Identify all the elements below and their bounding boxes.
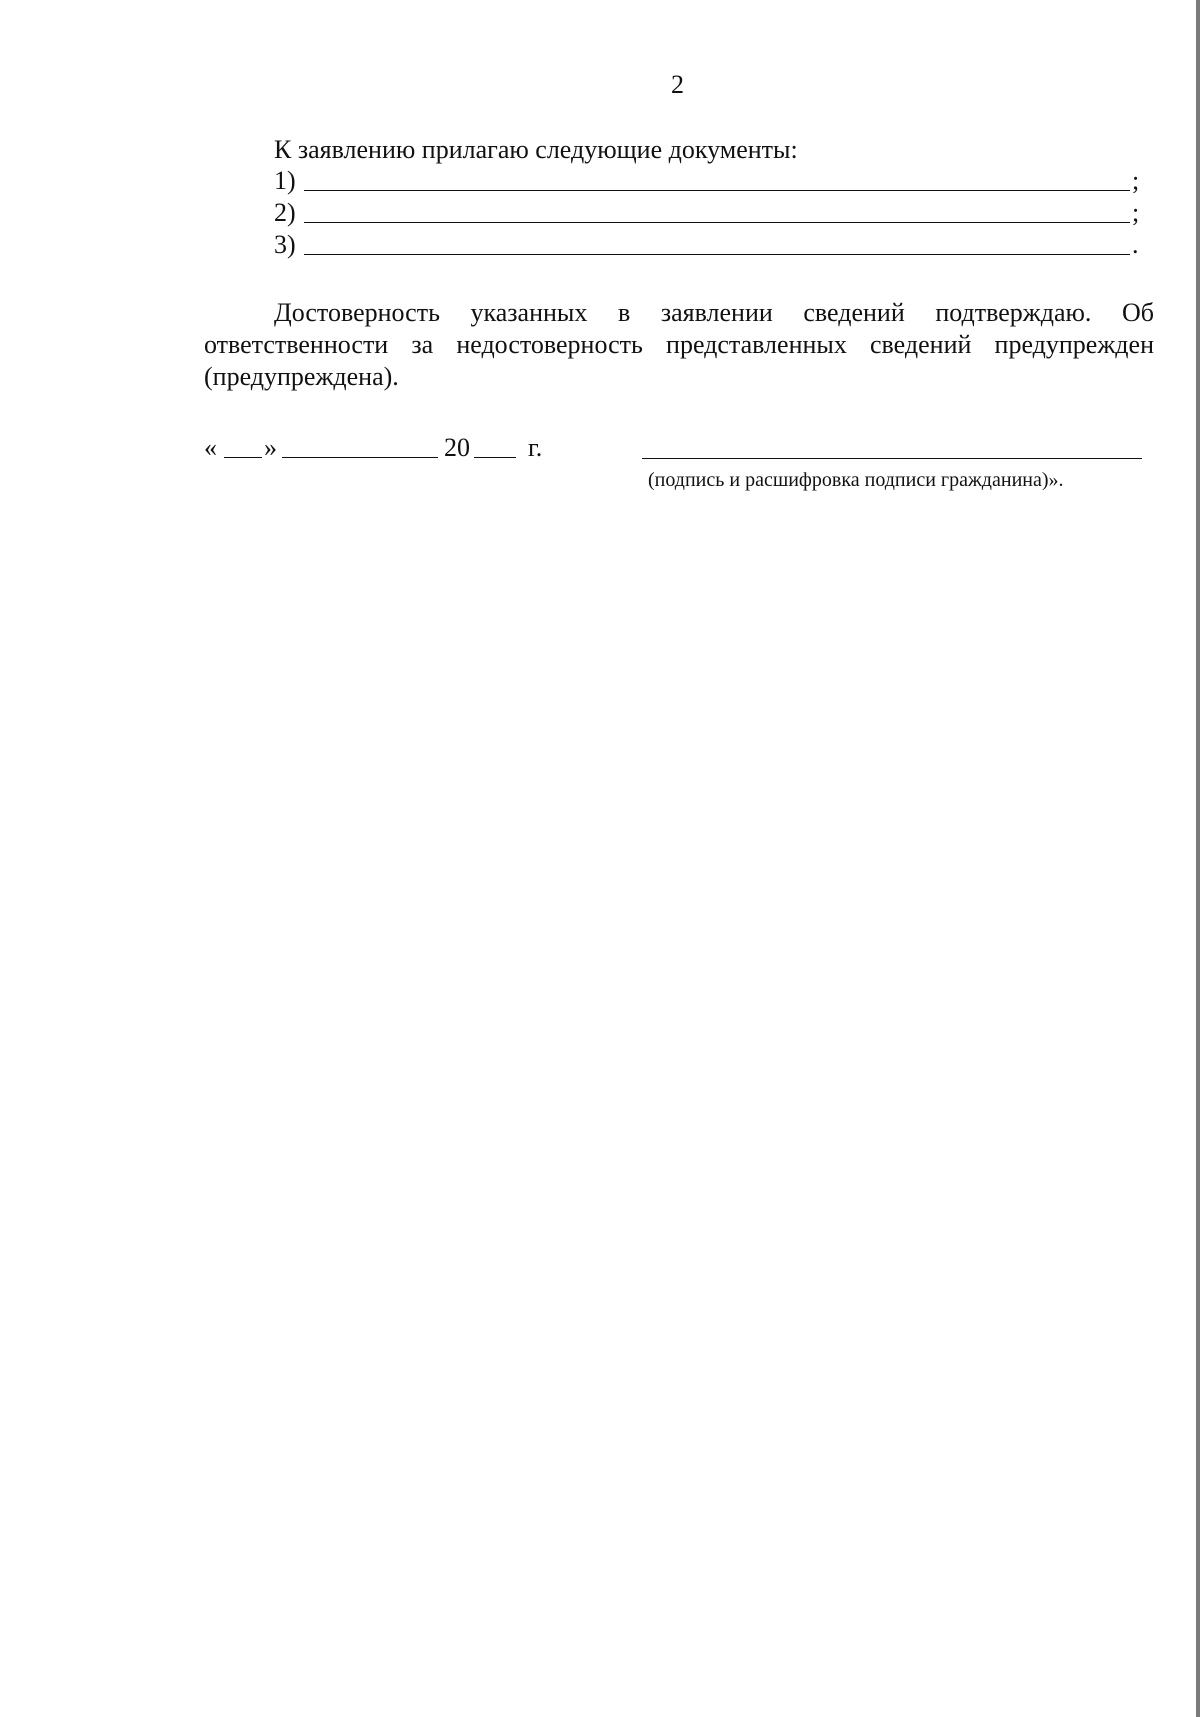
signature-caption: (подпись и расшифровка подписи гражданина)». bbox=[648, 469, 1064, 491]
attachment-punctuation: . bbox=[1132, 230, 1139, 259]
attachment-blank-line bbox=[304, 222, 1130, 223]
attachment-number: 2) bbox=[274, 198, 296, 227]
quote-close: » bbox=[264, 433, 277, 462]
page-number: 2 bbox=[671, 70, 684, 99]
date-line bbox=[204, 433, 624, 467]
attachment-row bbox=[274, 166, 1140, 198]
month-blank-line bbox=[282, 457, 438, 458]
attachment-blank-line bbox=[304, 190, 1130, 191]
confirmation-paragraph: Достоверность указанных в заявлении сведений подтверждаю. Об ответственности за недостоверность представленных сведений предупрежден (предупреждена). bbox=[204, 298, 1154, 391]
year-century: 20 bbox=[444, 433, 470, 462]
page-edge bbox=[1196, 0, 1200, 1717]
attachment-punctuation: ; bbox=[1132, 198, 1140, 227]
attachment-blank-line bbox=[304, 254, 1130, 255]
attachment-punctuation: ; bbox=[1132, 166, 1140, 195]
year-suffix: г. bbox=[528, 433, 543, 462]
quote-open: « bbox=[204, 433, 217, 462]
attachments-intro: К заявлению прилагаю следующие документы: bbox=[274, 135, 798, 164]
attachment-row bbox=[274, 230, 1140, 262]
attachment-number: 3) bbox=[274, 230, 296, 259]
day-blank-line bbox=[224, 457, 262, 458]
year-blank-line bbox=[474, 457, 516, 458]
attachment-number: 1) bbox=[274, 166, 296, 195]
signature-line bbox=[642, 458, 1142, 459]
attachment-row bbox=[274, 198, 1140, 230]
